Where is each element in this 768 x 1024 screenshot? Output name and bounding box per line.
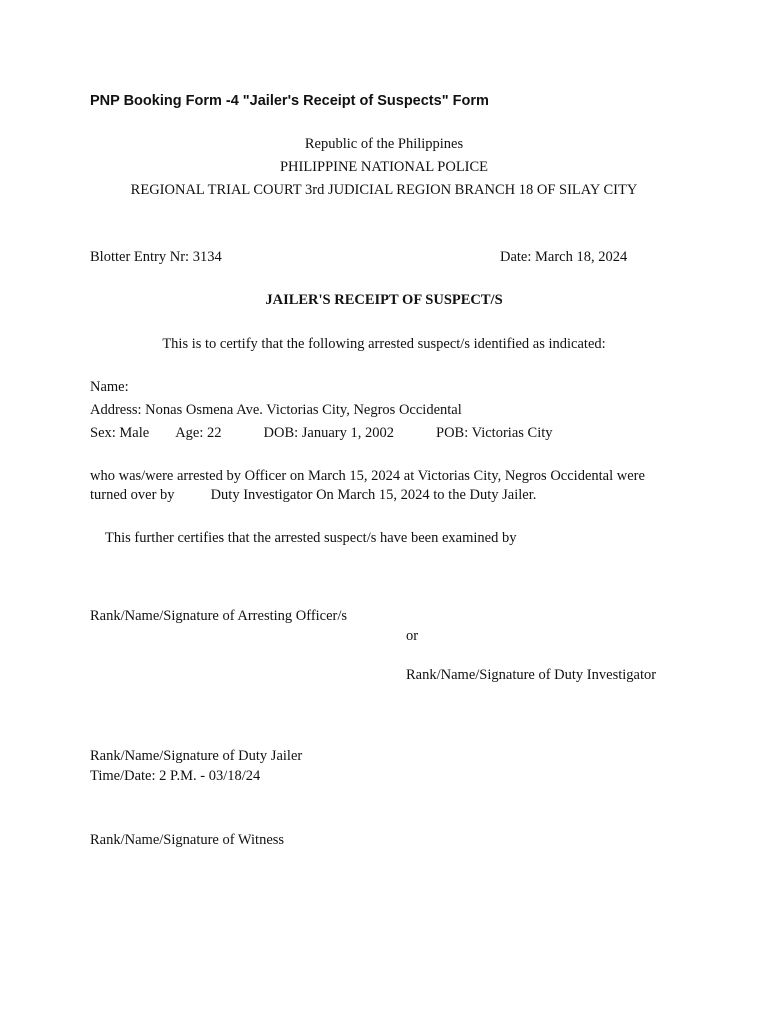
blotter-entry: Blotter Entry Nr: 3134 [90, 249, 222, 265]
suspect-dob: DOB: January 1, 2002 [263, 425, 395, 441]
certify-line: This is to certify that the following arrested suspect/s identified as indicated: [162, 336, 606, 352]
suspect-address: Address: Nonas Osmena Ave. Victorias City, Negros Occidental [90, 402, 462, 418]
suspect-age: Age: 22 [175, 425, 222, 441]
signature-duty-jailer: Rank/Name/Signature of Duty Jailer [90, 748, 303, 764]
arrest-paragraph-part2: Duty Investigator On March 15, 2024 to the Duty Jailer. [210, 487, 537, 503]
header-pnp: PHILIPPINE NATIONAL POLICE [279, 159, 489, 175]
signature-duty-investigator: Rank/Name/Signature of Duty Investigator [406, 667, 657, 683]
or-text: or [406, 628, 419, 644]
further-certifies: This further certifies that the arrested suspect/s have been examined by [105, 530, 517, 546]
header-court: REGIONAL TRIAL COURT 3rd JUDICIAL REGION BRANCH 18 OF SILAY CITY [130, 182, 638, 198]
header-republic: Republic of the Philippines [304, 136, 464, 152]
signature-arresting-officer: Rank/Name/Signature of Arresting Officer/s [90, 608, 348, 624]
arrest-paragraph-part1: who was/were arrested by Officer on March 15, 2024 at Victorias City, Negros Occidental were turned over by [90, 468, 645, 503]
receipt-title: JAILER'S RECEIPT OF SUSPECT/S [265, 292, 503, 308]
arrest-paragraph [90, 467, 680, 505]
document-date: Date: March 18, 2024 [500, 249, 628, 265]
time-date: Time/Date: 2 P.M. - 03/18/24 [90, 768, 261, 784]
suspect-sex: Sex: Male [90, 425, 150, 441]
suspect-pob: POB: Victorias City [436, 425, 553, 441]
suspect-name: Name: [90, 379, 129, 395]
suspect-details-row [90, 425, 553, 442]
document-title: PNP Booking Form -4 "Jailer's Receipt of Suspects" Form [90, 93, 489, 109]
signature-witness: Rank/Name/Signature of Witness [90, 832, 285, 848]
